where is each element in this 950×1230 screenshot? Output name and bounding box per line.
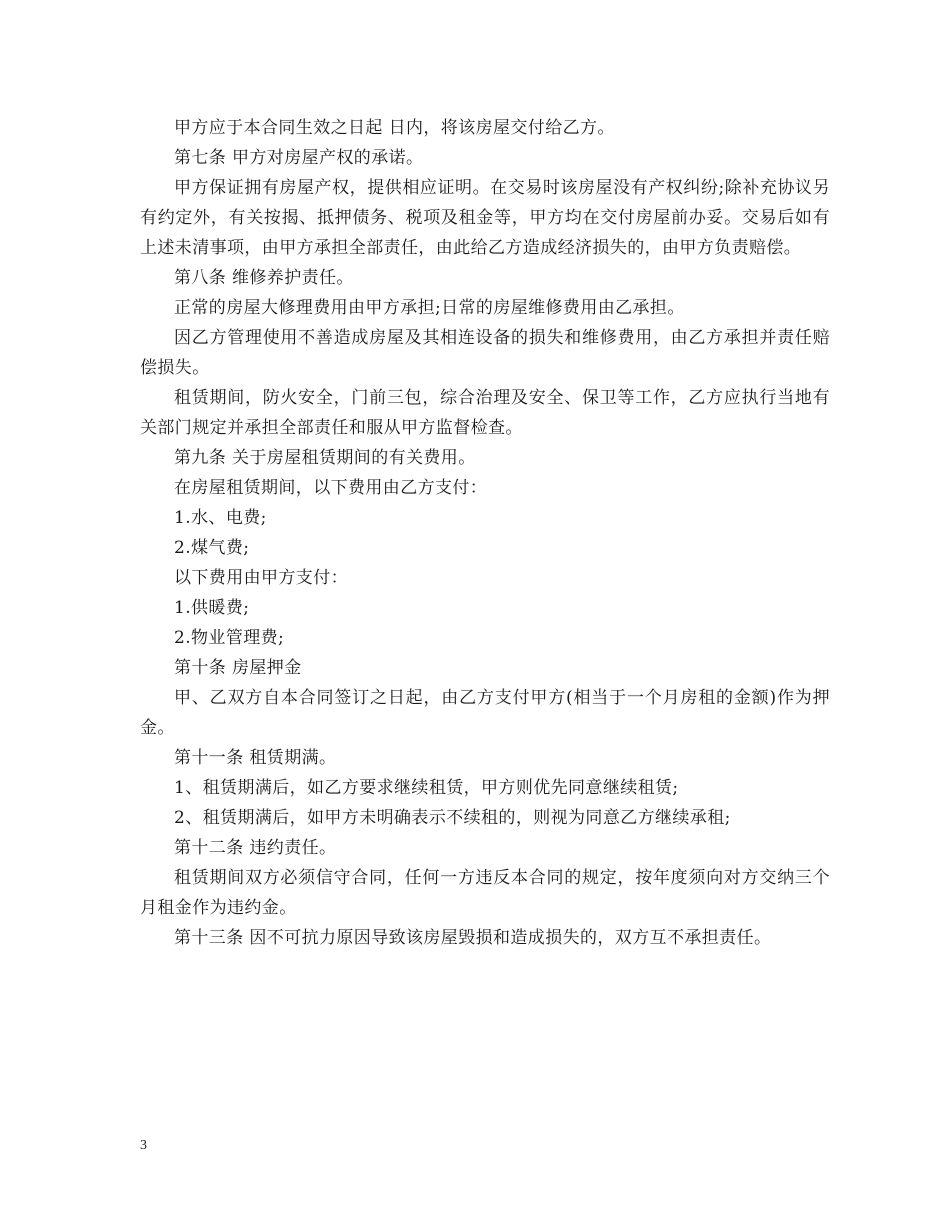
list-item: 1.水、电费; xyxy=(174,508,267,528)
clause-heading: 第十二条 违约责任。 xyxy=(174,838,337,858)
paragraph: 租赁期间双方必须信守合同，任何一方违反本合同的规定，按年度须向对方交纳三个月租金作为违约金。 xyxy=(140,868,830,918)
clause-heading: 第十三条 因不可抗力原因导致该房屋毁损和造成损失的，双方互不承担责任。 xyxy=(174,928,772,948)
list-item: 2.物业管理费; xyxy=(174,628,285,648)
paragraph: 甲、乙双方自本合同签订之日起，由乙方支付甲方(相当于一个月房租的金额)作为押金。 xyxy=(140,688,830,738)
paragraph: 以下费用由甲方支付： xyxy=(174,568,348,588)
list-item: 2、租赁期满后，如甲方未明确表示不续租的，则视为同意乙方继续承租; xyxy=(174,808,731,828)
paragraph: 甲方应于本合同生效之日起 日内，将该房屋交付给乙方。 xyxy=(174,118,615,138)
paragraph: 因乙方管理使用不善造成房屋及其相连设备的损失和维修费用，由乙方承担并责任赔偿损失。 xyxy=(140,328,830,378)
clause-heading: 第十条 房屋押金 xyxy=(174,658,302,678)
paragraph: 甲方保证拥有房屋产权，提供相应证明。在交易时该房屋没有产权纠纷;除补充协议另有约定外，有关按揭、抵押债务、税项及租金等，甲方均在交付房屋前办妥。交易后如有上述未清事项，由甲方承担全部责任，由此给乙方造成经济损失的，由甲方负责赔偿。 xyxy=(140,178,830,258)
list-item: 1、租赁期满后，如乙方要求继续租赁，甲方则优先同意继续租赁; xyxy=(174,778,679,798)
paragraph: 租赁期间，防火安全，门前三包，综合治理及安全、保卫等工作，乙方应执行当地有关部门规定并承担全部责任和服从甲方监督检查。 xyxy=(140,388,830,438)
clause-heading: 第九条 关于房屋租赁期间的有关费用。 xyxy=(174,448,476,468)
clause-heading: 第七条 甲方对房屋产权的承诺。 xyxy=(174,148,424,168)
paragraph: 在房屋租赁期间，以下费用由乙方支付： xyxy=(174,478,488,498)
list-item: 1.供暖费; xyxy=(174,598,250,618)
clause-heading: 第八条 维修养护责任。 xyxy=(174,268,354,288)
clause-heading: 第十一条 租赁期满。 xyxy=(174,748,337,768)
list-item: 2.煤气费; xyxy=(174,538,250,558)
paragraph: 正常的房屋大修理费用由甲方承担;日常的房屋维修费用由乙承担。 xyxy=(174,298,685,318)
document-body xyxy=(140,113,830,953)
page-number: 3 xyxy=(140,1138,147,1153)
